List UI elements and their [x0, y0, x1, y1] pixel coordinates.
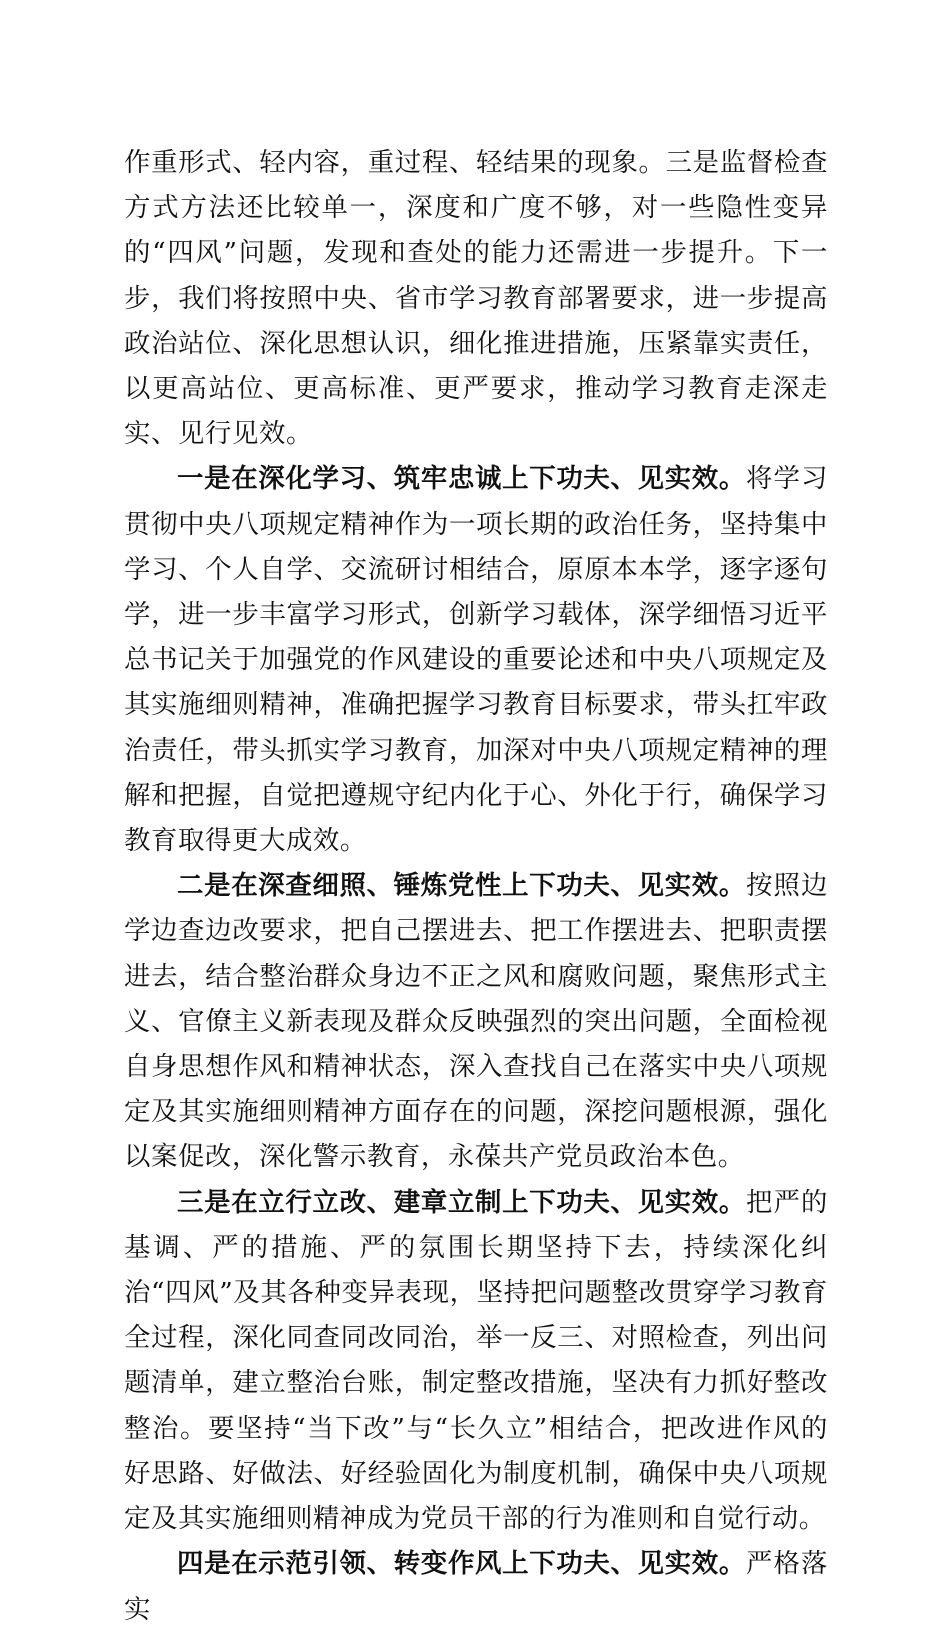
paragraph-lead: 四是在示范引领、转变作风上下功夫、见实效。	[177, 1548, 747, 1580]
paragraph-point-3	[124, 1180, 828, 1542]
paragraph-body: 作重形式、轻内容，重过程、轻结果的现象。三是监督检查方式方法还比较单一，深度和广度不够，对一些隐性变异的“四风”问题，发现和查处的能力还需进一步提升。下一步，我们将按照中央、省市学习教育部署要求，进一步提高政治站位、深化思想认识，细化推进措施，压紧靠实责任，以更高站位、更高标准、更严要求，推动学习教育走深走实、见行见效。	[124, 147, 828, 450]
paragraph-lead: 一是在深化学习、筑牢忠诚上下功夫、见实效。	[177, 463, 747, 495]
paragraph-point-1	[124, 456, 828, 863]
paragraph-lead: 三是在立行立改、建章立制上下功夫、见实效。	[177, 1186, 747, 1218]
paragraph-lead: 二是在深查细照、锤炼党性上下功夫、见实效。	[177, 870, 747, 902]
paragraph-body: 严格落实	[124, 1548, 828, 1625]
paragraph-body: 将学习贯彻中央八项规定精神作为一项长期的政治任务，坚持集中学习、个人自学、交流研讨相结合，原原本本学，逐字逐句学，进一步丰富学习形式，创新学习载体，深学细悟习近平总书记关于加强党的作风建设的重要论述和中央八项规定及其实施细则精神，准确把握学习教育目标要求，带头扛牢政治责任，带头抓实学习教育，加深对中央八项规定精神的理解和把握，自觉把遵规守纪内化于心、外化于行，确保学习教育取得更大成效。	[124, 463, 828, 857]
paragraph-point-2	[124, 863, 828, 1179]
document-page	[124, 140, 828, 1632]
paragraph-body: 按照边学边查边改要求，把自己摆进去、把工作摆进去、把职责摆进去，结合整治群众身边不正之风和腐败问题，聚焦形式主义、官僚主义新表现及群众反映强烈的突出问题，全面检视自身思想作风和精神状态，深入查找自己在落实中央八项规定及其实施细则精神方面存在的问题，深挖问题根源，强化以案促改，深化警示教育，永葆共产党员政治本色。	[124, 870, 828, 1173]
paragraph-body: 把严的基调、严的措施、严的氛围长期坚持下去，持续深化纠治“四风”及其各种变异表现，坚持把问题整改贯穿学习教育全过程，深化同查同改同治，举一反三、对照检查，列出问题清单，建立整治台账，制定整改措施，坚决有力抓好整改整治。要坚持“当下改”与“长久立”相结合，把改进作风的好思路、好做法、好经验固化为制度机制，确保中央八项规定及其实施细则精神成为党员干部的行为准则和自觉行动。	[124, 1186, 828, 1535]
paragraph-point-4	[124, 1541, 828, 1631]
paragraph-continuation	[124, 140, 828, 456]
